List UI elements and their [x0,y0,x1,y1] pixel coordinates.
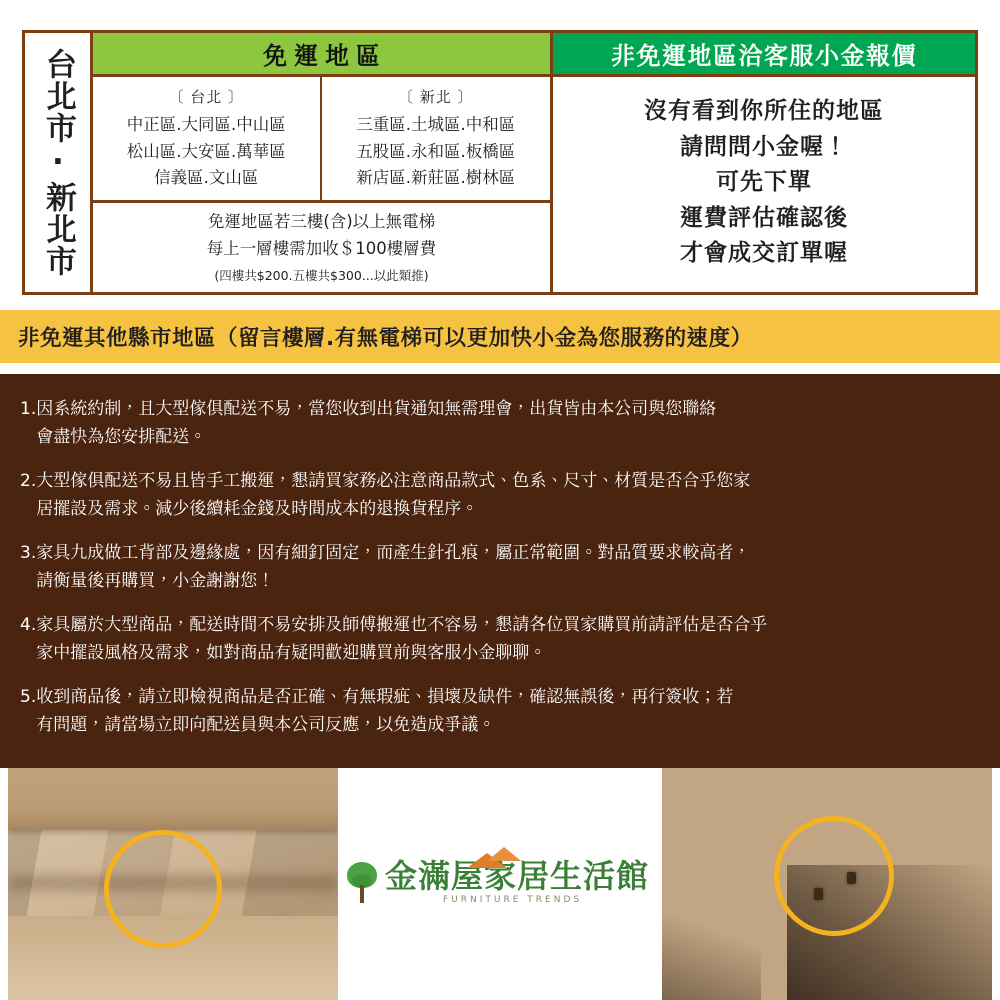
note-body [36,684,974,739]
note-body [36,540,974,595]
zone-line: 信義區.文山區 [154,168,259,188]
other-regions-banner [0,310,1000,363]
brand-name: 金滿屋家居生活館 [385,856,650,895]
region-vertical-label-text: 台北市‧新北市 [39,48,76,277]
shadow-corner-secondary [662,907,761,1000]
zone-title-newtaipei: 〔 新北 〕 [397,88,474,106]
note-item [20,612,974,667]
note-line-1: 家具屬於大型商品，配送時間不易安排及師傅搬運也不容易，懇請各位買家購買前請評估是否合乎 [36,615,768,636]
paid-shipping-line: 運費評估確認後 [680,204,848,231]
note-number: 5. [20,687,37,708]
note-line-1: 大型傢俱配送不易且皆手工搬運，懇請買家務必注意商品款式、色系、尺寸、材質是否合乎您家 [36,471,751,492]
note-line-2: 會盡快為您安排配送。 [36,426,207,447]
note-number: 2. [20,471,37,492]
highlight-circle-right [774,816,894,936]
paid-shipping-line: 才會成交訂單喔 [680,240,848,267]
paid-shipping-header [553,33,975,77]
note-body [36,468,974,523]
zone-line: 三重區.土城區.中和區 [356,115,516,134]
zone-line: 中正區.大同區.中山區 [126,115,286,134]
note-line-1: 家具九成做工背部及邊緣處，因有細釘固定，而產生針孔痕，屬正常範圍。對品質要求較高者， [36,543,751,564]
note-number: 1. [20,399,37,419]
paid-shipping-header-text: 非免運地區洽客服小金報價 [611,42,917,70]
note-item [20,396,974,451]
note-line-2: 有問題，請當場立即向配送員與本公司反應，以免造成爭議。 [36,714,496,735]
free-shipping-header [93,33,550,77]
note-line-2: 居擺設及需求。減少後續耗金錢及時間成本的退換貨程序。 [36,498,479,519]
zone-title-taipei: 〔 台北 〕 [168,88,245,106]
free-shipping-zones [93,77,550,203]
elevator-note-line-2: 每上一層樓需加收＄100樓層費 [206,239,437,258]
note-line-2: 家中擺設風格及需求，如對商品有疑問歡迎購買前與客服小金聊聊。 [36,642,547,663]
wood-edge-band [8,768,338,830]
note-line-1: 因系統約制，且大型傢俱配送不易，當您收到出貨通知無需理會，出貨皆由本公司與您聯絡 [36,399,717,419]
free-shipping-block [93,33,553,292]
photo-edge-detail-left [8,768,338,1000]
note-number: 3. [20,543,37,564]
brand-subtitle: FURNITURE TRENDS [443,895,583,906]
highlight-circle-left [104,830,222,948]
zone-line: 松山區.大安區.萬華區 [126,141,286,161]
brand-logo [345,843,655,921]
note-number: 4. [20,615,37,636]
zone-column-taipei [93,77,322,200]
paid-shipping-line: 可先下單 [716,169,812,196]
note-item [20,540,974,595]
paid-shipping-line: 請問問小金喔！ [680,133,848,160]
paid-shipping-body [553,77,975,292]
shipping-info-table [22,30,978,295]
zone-column-newtaipei [322,77,551,200]
elevator-note-small: (四樓共$200.五樓共$300...以此類推) [214,268,429,284]
zone-line: 新店區.新莊區.樹林區 [356,168,516,188]
note-item [20,468,974,523]
elevator-surcharge-note [93,203,550,292]
photo-nail-hole-right [662,768,992,1000]
paid-shipping-block [553,33,975,292]
note-body [36,396,974,451]
free-shipping-header-text: 免運地區 [263,42,387,70]
note-line-1: 收到商品後，請立即檢視商品是否正確、有無瑕疵、損壞及缺件，確認無誤後，再行簽收；若 [36,687,734,708]
other-regions-banner-text: 非免運其他縣市地區（留言樓層.有無電梯可以更加快小金為您服務的速度） [18,326,753,351]
region-vertical-label [25,33,93,292]
note-item [20,684,974,739]
elevator-note-line-1: 免運地區若三樓(含)以上無電梯 [207,211,436,231]
house-roof-icon [467,845,521,875]
terms-notes-panel [0,374,1000,768]
zone-line: 五股區.永和區.板橋區 [356,141,516,161]
paid-shipping-line: 沒有看到你所住的地區 [644,98,884,125]
note-line-2: 請衡量後再購買，小金謝謝您！ [36,570,275,591]
tree-icon [345,860,379,904]
note-body [36,612,974,667]
